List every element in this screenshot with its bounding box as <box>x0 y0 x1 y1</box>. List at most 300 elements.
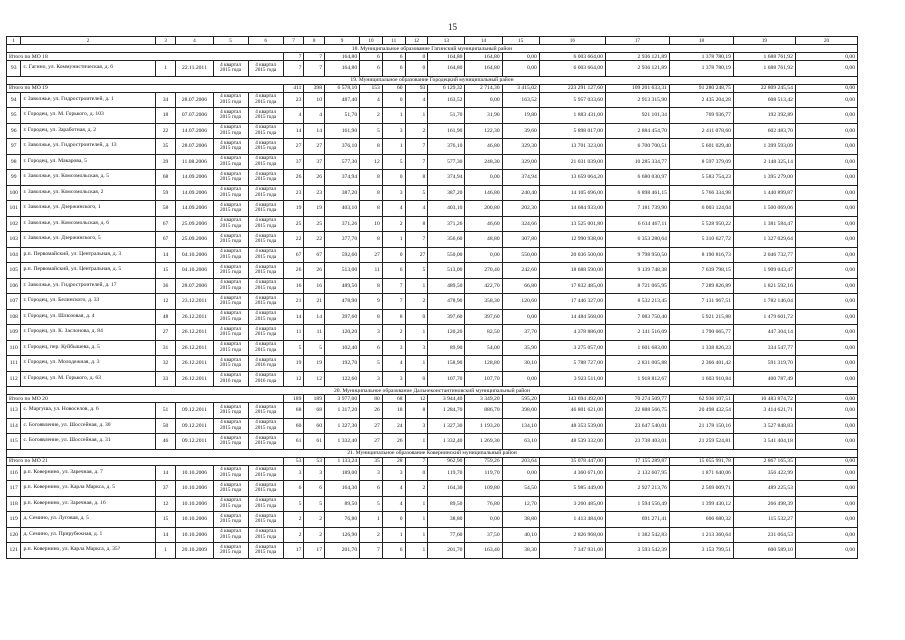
value-cell: 5 <box>304 496 325 512</box>
value-cell: 12,70 <box>502 496 539 512</box>
value-cell: 422,70 <box>465 278 502 294</box>
value-cell: 122,30 <box>465 123 502 139</box>
value-cell: 8 597 379,09 <box>669 154 733 170</box>
value-cell: 374,94 <box>325 170 360 186</box>
total-cell: 189 <box>283 395 304 403</box>
table-row <box>7 154 858 170</box>
value-cell: 3 <box>382 465 405 481</box>
column-number: 8 <box>304 37 325 45</box>
value-cell: 164,30 <box>325 481 360 497</box>
address-cell: г. Заволжье, ул. Гидростроителей, д. 17 <box>21 278 155 294</box>
total-cell: 68 <box>382 395 405 403</box>
table-row <box>7 340 858 356</box>
value-cell: 1 <box>360 512 383 528</box>
table-row <box>7 481 858 497</box>
value-cell: 577,30 <box>325 154 360 170</box>
value-cell: 2 <box>304 527 325 543</box>
value-cell: 0,00 <box>502 61 539 77</box>
value-cell: 120,20 <box>325 325 360 341</box>
row-number: 104 <box>7 247 21 263</box>
demolition-period-cell: 4 квартал 2015 года <box>248 403 283 419</box>
value-cell: 387,20 <box>325 185 360 201</box>
row-number: 120 <box>7 527 21 543</box>
address-cell: г. Заволжье, ул. Гидростроителей, д. 1 <box>21 92 155 108</box>
doc-number-cell: 12 <box>155 496 176 512</box>
total-cell: 6 003 664,00 <box>539 53 605 61</box>
demolition-period-cell: 4 квартал 2015 года <box>248 512 283 528</box>
value-cell: 1 500 069,06 <box>733 201 795 217</box>
demolition-period-cell: 4 квартал 2015 года <box>248 61 283 77</box>
value-cell: 26 <box>304 263 325 279</box>
table-row <box>7 247 858 263</box>
planned-period-cell: 4 квартал 2015 года <box>213 496 248 512</box>
value-cell: 5 766 334,98 <box>669 185 733 201</box>
value-cell: 26 <box>304 170 325 186</box>
value-cell: 0,00 <box>795 356 857 372</box>
doc-number-cell: 31 <box>155 340 176 356</box>
value-cell: 1 213 360,64 <box>669 527 733 543</box>
value-cell: 8 <box>360 232 383 248</box>
value-cell: 19 <box>304 356 325 372</box>
planned-period-cell: 4 квартал 2015 года <box>213 403 248 419</box>
value-cell: 591 319,70 <box>733 356 795 372</box>
table-row <box>7 263 858 279</box>
address-cell: г. Заволжье, ул. Комсомольская, д. 5 <box>21 170 155 186</box>
value-cell: 19 <box>283 201 304 217</box>
value-cell: 0,00 <box>795 232 857 248</box>
value-cell: 39,60 <box>502 123 539 139</box>
planned-period-cell: 4 квартал 2015 года <box>213 465 248 481</box>
value-cell: 164,80 <box>428 61 465 77</box>
total-cell: 143 694 492,00 <box>539 395 605 403</box>
demolition-period-cell: 4 квартал 2015 года <box>248 543 283 559</box>
value-cell: 27 <box>283 139 304 155</box>
row-number: 96 <box>7 123 21 139</box>
value-cell: 16 <box>283 278 304 294</box>
address-cell: г. Городец, ул. Заработная, д. 2 <box>21 123 155 139</box>
value-cell: 9 <box>360 294 383 310</box>
total-cell: 0,00 <box>795 53 857 61</box>
value-cell: 0,00 <box>465 512 502 528</box>
value-cell: 0 <box>405 309 428 325</box>
doc-number-cell: 15 <box>155 263 176 279</box>
value-cell: 120,20 <box>428 325 465 341</box>
doc-number-cell: 58 <box>155 201 176 217</box>
value-cell: 3 <box>304 465 325 481</box>
value-cell: 376,10 <box>428 139 465 155</box>
value-cell: 5 310 627,72 <box>669 232 733 248</box>
value-cell: 60 <box>283 418 304 434</box>
value-cell: 1 332,40 <box>325 434 360 450</box>
value-cell: 10 <box>360 216 383 232</box>
column-number: 2 <box>21 37 155 45</box>
total-cell: 3 415,02 <box>502 84 539 92</box>
value-cell: 0,00 <box>795 294 857 310</box>
value-cell: 1 <box>382 232 405 248</box>
value-cell: 61 <box>283 434 304 450</box>
value-cell: 0,00 <box>795 527 857 543</box>
value-cell: 0,00 <box>795 247 857 263</box>
value-cell: 3 <box>283 465 304 481</box>
value-cell: 0,00 <box>795 108 857 124</box>
address-cell: д. Семино, ул. Прирубежная, д. 1 <box>21 527 155 543</box>
total-cell: 164,80 <box>325 53 360 61</box>
value-cell: 7 <box>304 61 325 77</box>
address-cell: р.п. Ковернино, ул. Карла Маркса, д. 35? <box>21 543 155 559</box>
table-row <box>7 465 858 481</box>
value-cell: 0,00 <box>795 185 857 201</box>
value-cell: 17 <box>283 543 304 559</box>
total-cell: 53 <box>283 457 304 465</box>
row-number: 100 <box>7 185 21 201</box>
value-cell: 329,30 <box>502 139 539 155</box>
planned-period-cell: 4 квартал 2015 года <box>213 61 248 77</box>
planned-period-cell: 4 квартал 2015 года <box>213 356 248 372</box>
address-cell: р.п. Ковернино, ул. Карла Маркса, д. 5 <box>21 481 155 497</box>
value-cell: 1 382 542,83 <box>605 527 669 543</box>
total-cell: 12 <box>405 395 428 403</box>
total-cell: 0,00 <box>795 395 857 403</box>
value-cell: 158,90 <box>428 356 465 372</box>
value-cell: 67 <box>283 247 304 263</box>
total-cell: 7 <box>405 457 428 465</box>
value-cell: 7 <box>360 543 383 559</box>
value-cell: 1 327,30 <box>428 418 465 434</box>
value-cell: 1 603 910,84 <box>669 371 733 387</box>
value-cell: 0 <box>382 512 405 528</box>
value-cell: 0,00 <box>795 309 857 325</box>
demolition-period-cell: 4 квартал 2015 года <box>248 434 283 450</box>
row-number: 111 <box>7 356 21 372</box>
value-cell: 31,90 <box>465 108 502 124</box>
value-cell: 8 <box>360 185 383 201</box>
total-cell: 411 <box>283 84 304 92</box>
address-cell: г. Городец, ул. Шлюзовая, д. 4 <box>21 309 155 325</box>
value-cell: 270,40 <box>465 263 502 279</box>
value-cell: 374,94 <box>502 170 539 186</box>
table-row <box>7 92 858 108</box>
total-cell: 164,80 <box>465 53 502 61</box>
total-label: Итого по МО 21 <box>7 457 284 465</box>
planned-period-cell: 4 квартал 2015 года <box>213 527 248 543</box>
demolition-period-cell: 4 квартал 2015 года <box>248 108 283 124</box>
value-cell: 0,00 <box>795 263 857 279</box>
value-cell: 397,60 <box>325 309 360 325</box>
value-cell: 21 031 039,00 <box>539 154 605 170</box>
doc-number-cell: 18 <box>155 108 176 124</box>
value-cell: 11 <box>283 325 304 341</box>
value-cell: 122,60 <box>325 371 360 387</box>
value-cell: 5 528 950,22 <box>669 216 733 232</box>
value-cell: 6 353 280,64 <box>605 232 669 248</box>
value-cell: 608 513,42 <box>733 92 795 108</box>
value-cell: 82,50 <box>465 325 502 341</box>
value-cell: 0,00 <box>795 403 857 419</box>
value-cell: 1 399 593,09 <box>733 139 795 155</box>
value-cell: 1 317,20 <box>325 403 360 419</box>
value-cell: 119,70 <box>465 465 502 481</box>
value-cell: 164,80 <box>465 61 502 77</box>
value-cell: 12 990 938,00 <box>539 232 605 248</box>
value-cell: 577,30 <box>428 154 465 170</box>
value-cell: 231 064,53 <box>733 527 795 543</box>
value-cell: 3 <box>360 465 383 481</box>
value-cell: 0,00 <box>502 465 539 481</box>
value-cell: 5 <box>283 340 304 356</box>
column-number-row <box>7 37 858 45</box>
value-cell: 403,10 <box>428 201 465 217</box>
address-cell: г. Городец, ул. К. Заслонова, д. 84 <box>21 325 155 341</box>
housing-register-table <box>6 36 858 559</box>
date-cell: 26.12.2011 <box>176 356 213 372</box>
value-cell: 4 <box>382 356 405 372</box>
doc-number-cell: 34 <box>155 92 176 108</box>
value-cell: 8 <box>360 278 383 294</box>
value-cell: 14 <box>283 309 304 325</box>
total-cell: 17 155 289,87 <box>605 457 669 465</box>
value-cell: 7 083 750,40 <box>605 309 669 325</box>
value-cell: 67 <box>304 247 325 263</box>
planned-period-cell: 4 квартал 2015 года <box>213 434 248 450</box>
value-cell: 46,60 <box>465 216 502 232</box>
planned-period-cell: 4 квартал 2015 года <box>213 325 248 341</box>
value-cell: 0,00 <box>795 154 857 170</box>
date-cell: 04.10.2006 <box>176 247 213 263</box>
doc-number-cell: 1 <box>155 543 176 559</box>
total-cell: 595,20 <box>502 395 539 403</box>
value-cell: 3 414 621,71 <box>733 403 795 419</box>
value-cell: 19 <box>304 201 325 217</box>
value-cell: 1 <box>382 527 405 543</box>
doc-number-cell: 32 <box>155 356 176 372</box>
date-cell: 28.07.2006 <box>176 139 213 155</box>
doc-number-cell: 67 <box>155 216 176 232</box>
total-cell: 223 291 127,60 <box>539 84 605 92</box>
value-cell: 2 884 454,70 <box>605 123 669 139</box>
total-row <box>7 457 858 465</box>
value-cell: 8 532 213,45 <box>605 294 669 310</box>
value-cell: 21 <box>304 294 325 310</box>
value-cell: 60 <box>304 418 325 434</box>
table-row <box>7 371 858 387</box>
value-cell: 25 <box>283 216 304 232</box>
total-cell: 10 483 874,72 <box>733 395 795 403</box>
demolition-period-cell: 4 квартал 2015 года <box>248 340 283 356</box>
value-cell: 4 <box>382 201 405 217</box>
value-cell: 1 378 780,19 <box>669 61 733 77</box>
value-cell: 37 <box>304 154 325 170</box>
row-number: 98 <box>7 154 21 170</box>
value-cell: 76,80 <box>465 496 502 512</box>
value-cell: 9 798 950,50 <box>605 247 669 263</box>
value-cell: 17 446 327,00 <box>539 294 605 310</box>
value-cell: 1 <box>405 278 428 294</box>
value-cell: 550,00 <box>502 247 539 263</box>
total-cell: 35 <box>360 457 383 465</box>
value-cell: 4 <box>360 92 383 108</box>
value-cell: 592,60 <box>325 247 360 263</box>
demolition-period-cell: 4 квартал 2015 года <box>248 309 283 325</box>
value-cell: 5 985 449,00 <box>539 481 605 497</box>
total-cell: 93 <box>405 84 428 92</box>
total-cell: 398 <box>304 84 325 92</box>
value-cell: 5 601 029,40 <box>669 139 733 155</box>
value-cell: 8 <box>360 139 383 155</box>
total-cell: 28 <box>382 457 405 465</box>
value-cell: 0 <box>382 92 405 108</box>
value-cell: 119,70 <box>428 465 465 481</box>
column-number: 4 <box>176 37 213 45</box>
value-cell: 0,00 <box>795 512 857 528</box>
value-cell: 1 395 279,00 <box>733 170 795 186</box>
row-number: 118 <box>7 496 21 512</box>
value-cell: 8 <box>360 309 383 325</box>
section-title: 21. Муниципальное образование Ковернинский муниципальный район <box>7 449 858 457</box>
value-cell: 0,00 <box>795 278 857 294</box>
value-cell: 6 <box>382 543 405 559</box>
address-cell: с. Маргуша, ул. Новоселов, д. 6 <box>21 403 155 419</box>
value-cell: 192 392,89 <box>733 108 795 124</box>
planned-period-cell: 4 квартал 2015 года <box>213 263 248 279</box>
value-cell: 63,10 <box>502 434 539 450</box>
value-cell: 7 347 931,00 <box>539 543 605 559</box>
column-number: 7 <box>283 37 304 45</box>
value-cell: 1 479 601,72 <box>733 309 795 325</box>
planned-period-cell: 4 квартал 2015 года <box>213 247 248 263</box>
value-cell: 189,00 <box>325 465 360 481</box>
planned-period-cell: 4 квартал 2015 года <box>213 294 248 310</box>
demolition-period-cell: 4 квартал 2015 года <box>248 418 283 434</box>
value-cell: 164,30 <box>428 481 465 497</box>
value-cell: 0,00 <box>795 170 857 186</box>
value-cell: 2 435 204,28 <box>669 92 733 108</box>
value-cell: 23 647 540,01 <box>605 418 669 434</box>
value-cell: 27 <box>360 418 383 434</box>
date-cell: 14.09.2006 <box>176 201 213 217</box>
table-row <box>7 496 858 512</box>
value-cell: 0,00 <box>465 170 502 186</box>
date-cell: 25.09.2006 <box>176 216 213 232</box>
date-cell: 28.07.2006 <box>176 92 213 108</box>
value-cell: 0,00 <box>795 325 857 341</box>
value-cell: 107,70 <box>428 371 465 387</box>
value-cell: 397,60 <box>465 309 502 325</box>
value-cell: 0,00 <box>795 216 857 232</box>
doc-number-cell: 67 <box>155 232 176 248</box>
value-cell: 1 399 430,12 <box>669 496 733 512</box>
value-cell: 0,00 <box>795 139 857 155</box>
table-row <box>7 123 858 139</box>
value-cell: 0,00 <box>795 496 857 512</box>
doc-number-cell: 33 <box>155 371 176 387</box>
row-number: 97 <box>7 139 21 155</box>
section-title-row <box>7 387 858 395</box>
value-cell: 0,00 <box>795 465 857 481</box>
value-cell: 2 927 213,76 <box>605 481 669 497</box>
doc-number-cell: 59 <box>155 185 176 201</box>
value-cell: 398,00 <box>502 403 539 419</box>
value-cell: 240,40 <box>502 185 539 201</box>
address-cell: с. Богоявление, ул. Шоссейная, д. 30 <box>21 418 155 434</box>
total-label: Итого по МО 19 <box>7 84 284 92</box>
value-cell: 20 498 432,54 <box>669 403 733 419</box>
column-number: 14 <box>465 37 502 45</box>
total-cell: 3 977,00 <box>325 395 360 403</box>
date-cell: 26.12.2011 <box>176 340 213 356</box>
value-cell: 5 898 017,00 <box>539 123 605 139</box>
doc-number-cell: 35 <box>155 139 176 155</box>
planned-period-cell: 4 квартал 2015 года <box>213 309 248 325</box>
date-cell: 20.10.2009 <box>176 543 213 559</box>
value-cell: 358,30 <box>465 294 502 310</box>
row-number: 105 <box>7 263 21 279</box>
value-cell: 201,70 <box>325 543 360 559</box>
value-cell: 68 <box>304 403 325 419</box>
value-cell: 5 <box>382 154 405 170</box>
table-row <box>7 294 858 310</box>
value-cell: 89,50 <box>325 496 360 512</box>
value-cell: 691 271,41 <box>605 512 669 528</box>
planned-period-cell: 4 квартал 2016 года <box>213 371 248 387</box>
value-cell: 17 <box>304 543 325 559</box>
date-cell: 10.10.2006 <box>176 527 213 543</box>
value-cell: 3 260 485,00 <box>539 496 605 512</box>
demolition-period-cell: 4 квартал 2015 года <box>248 278 283 294</box>
planned-period-cell: 4 квартал 2015 года <box>213 232 248 248</box>
total-cell: 7 <box>304 53 325 61</box>
total-cell: 0 <box>405 53 428 61</box>
value-cell: 1 790 065,77 <box>669 325 733 341</box>
value-cell: 2 411 078,60 <box>669 123 733 139</box>
value-cell: 0,00 <box>465 247 502 263</box>
total-cell: 109 201 633,31 <box>605 84 669 92</box>
value-cell: 1 871 640,06 <box>669 465 733 481</box>
value-cell: 7 <box>405 154 428 170</box>
value-cell: 1 <box>382 139 405 155</box>
value-cell: 513,00 <box>325 263 360 279</box>
total-row <box>7 395 858 403</box>
demolition-period-cell: 4 квартал 2015 года <box>248 185 283 201</box>
date-cell: 09.12.2011 <box>176 434 213 450</box>
value-cell: 2 <box>283 512 304 528</box>
value-cell: 1 688 761,92 <box>733 61 795 77</box>
value-cell: 0,00 <box>795 92 857 108</box>
value-cell: 51,70 <box>428 108 465 124</box>
total-cell: 153 <box>360 84 383 92</box>
value-cell: 3 275 057,00 <box>539 340 605 356</box>
value-cell: 1 <box>405 527 428 543</box>
value-cell: 7 <box>382 278 405 294</box>
value-cell: 4 <box>405 92 428 108</box>
column-number: 5 <box>213 37 248 45</box>
row-number: 106 <box>7 278 21 294</box>
address-cell: г. Городец, ул. Молодежная, д. 3 <box>21 356 155 372</box>
value-cell: 513,00 <box>428 263 465 279</box>
value-cell: 3 <box>382 340 405 356</box>
value-cell: 23 <box>283 185 304 201</box>
table-row <box>7 201 858 217</box>
demolition-period-cell: 4 квартал 2015 года <box>248 325 283 341</box>
row-number: 94 <box>7 92 21 108</box>
table-row <box>7 216 858 232</box>
value-cell: 2 <box>304 512 325 528</box>
doc-number-cell: 36 <box>155 278 176 294</box>
table-row <box>7 418 858 434</box>
table-row <box>7 108 858 124</box>
total-cell: 80 <box>360 395 383 403</box>
value-cell: 12 <box>360 154 383 170</box>
value-cell: 489,50 <box>325 278 360 294</box>
